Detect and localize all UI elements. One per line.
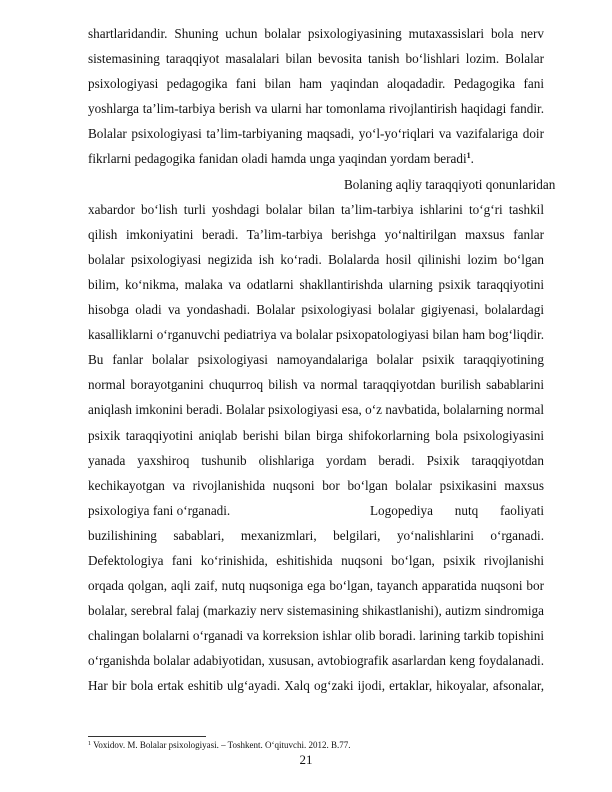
text-line: orqada qolgan, aqli zaif, nutq nuqsoniga ega bo‘lgan, tayanch apparatida nuqsoni bor [88,578,544,594]
text-line: psixik taraqqiyotini aniqlab berishi bilan birga shifokorlarning bola psixologiyasini [88,427,544,443]
text-line: shartlaridandir. Shuning uchun bolalar psixologiyasining mutaxassislari bola nerv [88,26,544,41]
footnote-separator [88,736,206,737]
text-line: o‘rganishda bolalar adabiyotidan, xususan, avtobiografik asarlardan keng foydalanadi. [88,653,544,669]
text-line-content: psixologiya fani o‘rganadi. [88,502,231,518]
footnote-text: Voxidov. M. Bolalar psixologiyasi. – Toshkent. O‘qituvchi. 2012. B.77. [91,740,351,750]
text-line: hisobga oladi va yondashadi. Bolalar psixologiyasi bolalar gigiyenasi, bolalardagi [88,302,544,318]
text-line: normal borayotganini chuqurroq bilish va normal taraqqiyotdan burilish sabablarini [88,377,544,393]
text-line: psixologiyasi pedagogika fani bilan ham yaqindan aloqadadir. Pedagogika fani [88,76,544,92]
text-line: yanada yaxshiroq tushunib olishlariga yordam beradi. Psixik taraqqiyotdan [88,452,544,468]
text-line [88,172,556,197]
page-number: 21 [299,752,313,767]
text-line: bolalar psixologiyasi negizida ish ko‘radi. Bolalarda hosil qilinishi lozim bo‘lgan [88,251,544,267]
text-line-content: Logopediya nutq faoliyati [370,502,544,518]
footnote [88,739,544,751]
text-line-content: fikrlarni pedagogika fanidan oladi hamda unga yaqindan yordam beradi [88,151,467,167]
text-line [88,146,544,171]
text-line: qilish imkoniyatini beradi. Ta’lim-tarbiya berishga yo‘naltirilgan maxsus fanlar [88,226,544,242]
text-line: Bu fanlar bolalar psixologiyasi namoyandalariga bolalar psixik taraqqiyotining [88,352,544,368]
text-line: bilim, ko‘nikma, malaka va odatlarni shakllantirishda ularning psixik taraqqiyotini [88,276,544,292]
text-line: buzilishining sabablari, mexanizmlari, belgilari, yo‘nalishlarini o‘rganadi. [88,527,544,543]
text-line: Har bir bola ertak eshitib ulg‘ayadi. Xalq og‘zaki ijodi, ertaklar, hikoyalar, afsonalar, [88,678,544,694]
text-line [88,498,544,523]
text-line: xabardor bo‘lish turli yoshdagi bolalar bilan ta’lim-tarbiya ishlarini to‘g‘ri tashkil [88,201,544,217]
text-line: Bolalar psixologiyasi ta’lim-tarbiyaning maqsadi, yo‘l-yo‘riqlari va vazifalariga doir [88,126,544,142]
text-line-content: Bolaning aqliy taraqqiyoti qonunlaridan [344,176,556,192]
footnote-reference[interactable]: 1 [466,151,471,161]
text-line: Defektologiya fani ko‘rinishida, eshitishida nuqsoni bo‘lgan, psixik rivojlanishi [88,552,544,568]
footnote-number: 1 [88,741,91,747]
text-line: kasalliklarni o‘rganuvchi pediatriya va bolalar psixopatologiyasi bilan ham bog‘liqdir. [88,327,544,343]
text-line: yoshlarga ta’lim-tarbiya berish va ularni har tomonlama rivojlantirish haqidagi fandir. [88,101,544,117]
text-line: chalingan bolalarni o‘rganadi va korreksion ishlar olib boradi. larining tarkib topishini [88,628,544,644]
text-line: sistemasining taraqqiyot masalalari bilan bevosita tanish bo‘lishlari lozim. Bolalar [88,51,544,67]
sentence-end: . [470,151,474,167]
text-line: aniqlash imkonini beradi. Bolalar psixologiyasi esa, o‘z navbatida, bolalarning normal [88,402,544,418]
body-text [88,21,556,699]
text-line: kechikayotgan va rivojlanishida nuqsoni bor bo‘lgan bolalar psixikasini maxsus [88,477,544,493]
text-line: bolalar, serebral falaj (markaziy nerv sistemasining shikastlanishi), autizm sindromiga [88,603,544,619]
